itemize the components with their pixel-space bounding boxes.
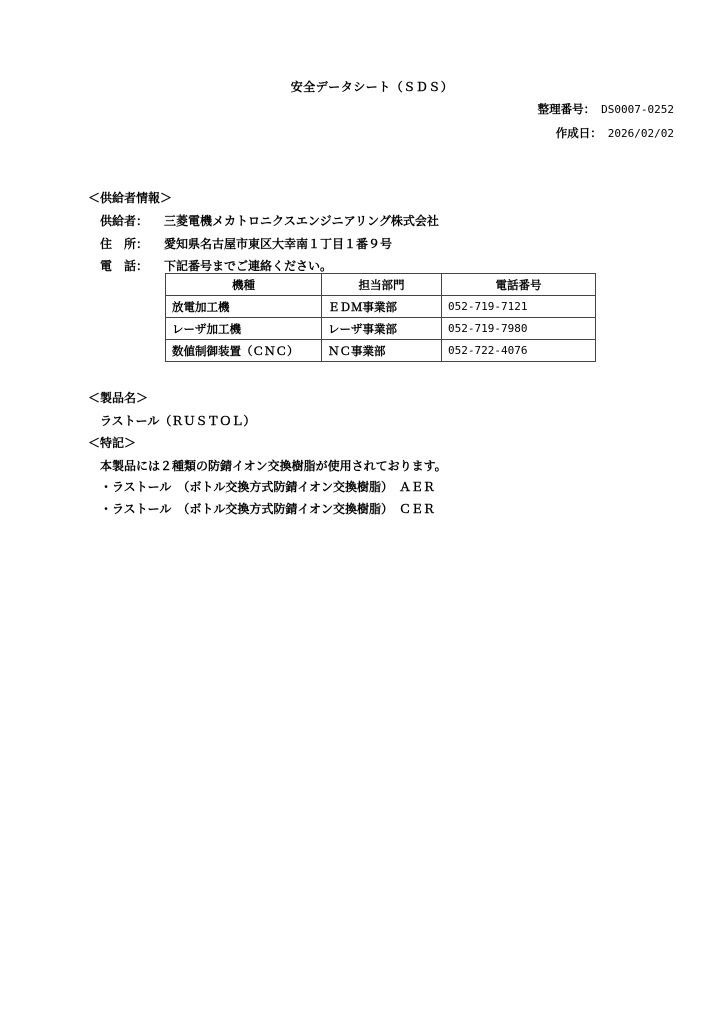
table-cell-machine: 数値制御装置（ＣＮＣ） <box>166 340 322 362</box>
table-row <box>166 318 596 340</box>
control-number-label: 整理番号： <box>537 102 596 116</box>
table-row <box>166 296 596 318</box>
table-cell-department: ＮＣ事業部 <box>322 340 442 362</box>
table-header-cell: 担当部門 <box>322 274 442 296</box>
supplier-address-label: 住 所： <box>100 237 149 251</box>
notes-item: ・ラストール （ボトル交換方式防錆イオン交換樹脂） ＣＥＲ <box>100 502 436 516</box>
supplier-phone-label: 電 話： <box>100 259 149 273</box>
contacts-table <box>165 273 596 362</box>
table-cell-department: ＥＤＭ事業部 <box>322 296 442 318</box>
table-header-row <box>166 274 596 296</box>
table-header-cell: 機種 <box>166 274 322 296</box>
table-cell-phone: 052-719-7121 <box>442 296 596 318</box>
table-row <box>166 340 596 362</box>
supplier-address-row <box>100 235 392 252</box>
product-name: ラストール（ＲＵＳＴＯＬ） <box>100 414 256 428</box>
table-cell-department: レーザ事業部 <box>322 318 442 340</box>
supplier-address: 愛知県名古屋市東区大幸南１丁目１番９号 <box>164 237 393 251</box>
table-cell-phone: 052-719-7980 <box>442 318 596 340</box>
table-cell-machine: レーザ加工機 <box>166 318 322 340</box>
supplier-phone-row <box>100 257 332 274</box>
created-date-value: 2026/02/02 <box>607 127 674 140</box>
supplier-phone-note: 下記番号までご連絡ください。 <box>164 259 333 273</box>
supplier-name-row <box>100 212 439 229</box>
notes-heading: ＜特記＞ <box>88 436 137 450</box>
product-heading: ＜製品名＞ <box>88 391 149 405</box>
created-date-label: 作成日： <box>555 126 602 140</box>
created-date-row <box>556 125 674 141</box>
notes-item: ・ラストール （ボトル交換方式防錆イオン交換樹脂） ＡＥＲ <box>100 480 436 494</box>
table-header-cell: 電話番号 <box>442 274 596 296</box>
control-number-row <box>538 101 674 117</box>
supplier-name-label: 供給者： <box>100 214 149 228</box>
supplier-name: 三菱電機メカトロニクスエンジニアリング株式会社 <box>164 214 439 228</box>
table-cell-phone: 052-722-4076 <box>442 340 596 362</box>
control-number-value: DS0007-0252 <box>601 103 674 116</box>
supplier-heading: ＜供給者情報＞ <box>88 191 173 205</box>
table-cell-machine: 放電加工機 <box>166 296 322 318</box>
document-title: 安全データシート（ＳＤＳ） <box>290 80 454 94</box>
notes-intro: 本製品には２種類の防錆イオン交換樹脂が使用されております。 <box>100 459 447 473</box>
